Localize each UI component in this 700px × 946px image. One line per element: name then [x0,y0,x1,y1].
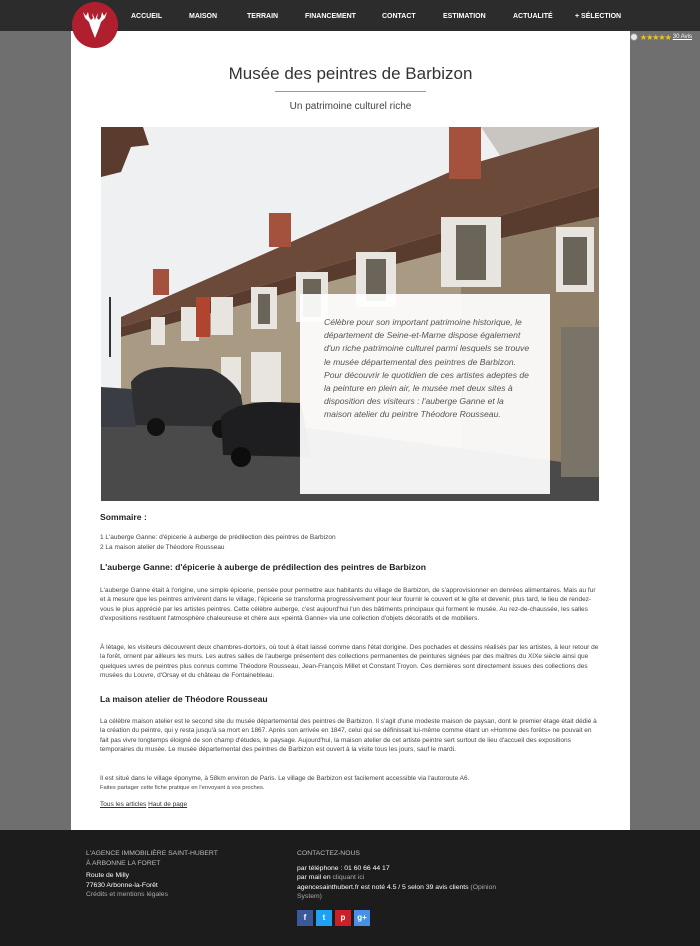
back-to-top-link[interactable]: Haut de page [148,801,188,808]
nav-actualite[interactable]: ACTUALITÉ [513,13,553,20]
footer-mail-line [297,873,507,883]
nav-selection[interactable]: + SÉLECTION [575,13,622,20]
footer-agency-subtitle: À ARBONNE LA FORET [86,859,161,867]
reviews-link[interactable]: 30 Avis [672,34,692,40]
footer-phone-line [297,864,507,874]
nav-terrain[interactable]: TERRAIN [247,13,279,20]
summary-item[interactable]: 1 L'auberge Ganne: d'épicerie à auberge de prédilection des peintres de Barbizon [100,534,336,541]
deer-head-icon [80,8,110,42]
google-plus-icon[interactable]: g+ [354,910,370,926]
footer-rating-line [297,883,507,902]
hero-image [101,127,599,501]
phone-number[interactable]: 01 60 66 44 17 [344,864,390,872]
page-title: Musée des peintres de Barbizon [228,64,473,83]
page-subtitle: Un patrimoine culturel riche [289,101,412,112]
section-heading-maison-atelier: La maison atelier de Théodore Rousseau [100,694,268,704]
phone-label: par téléphone : [297,864,345,872]
opinion-system-badge-icon [630,33,638,41]
share-note: Faites partager cette fiche pratique en l'envoyant à vos proches. [100,785,265,791]
section-paragraph: À létage, les visiteurs découvrent deux chambres-dortoirs, où tout à était laissé comme dans l'état dorigine. Des pochades et dessins réalisés par les artistes, à leur retour de la forêt, ornent par ailleurs les murs. Les autres salles de l'auberge présentent des collections permanentes de peintures signées par des maîtres du XIXe siècle ainsi que quelques uvres de peintres plus connus comme Théodore Rousseau, Jean-François Millet et Constant Troyon. Ces dernières sont directement issues des collections des musées du Louvre, d'Orsay et du château de Fontainebleau. [100,644,599,680]
nav-financement[interactable]: FINANCEMENT [305,13,356,20]
title-divider [275,91,426,92]
rating-widget [630,32,692,42]
legal-link[interactable]: Crédits et mentions légales [86,891,168,898]
nav-estimation[interactable]: ESTIMATION [443,13,486,20]
nav-maison[interactable]: MAISON [189,13,217,20]
nav-accueil[interactable]: ACCUEIL [131,13,163,20]
all-articles-link[interactable]: Tous les articles [100,801,147,808]
facebook-icon[interactable]: f [297,910,313,926]
rating-source[interactable]: (Opinion System) [297,883,497,900]
hero-caption: Célèbre pour son important patrimoine historique, le département de Seine-et-Marne dispose également d'un riche patrimoine culturel parmi lesquels se trouve le musée départemental des peintres de Barbizon. Pour découvrir le quotidien de ces artistes adeptes de la peinture en plein air, le musée met deux sites à disposition des visiteurs : l'auberge Ganne et la maison atelier du peintre Théodore Rousseau. [300,294,550,494]
social-links [297,910,370,926]
rating-stars-icon: ★★★★★ [639,32,671,42]
summary-title: Sommaire : [100,512,147,522]
article-links [100,800,600,809]
section-paragraph: L'auberge Ganne était à l'origine, une simple épicerie, pensée pour permettre aux habitants du village de Barbizon, de s'approvisionner en denrées alimentaires. Mais au fur et à mesure que les peintres arrivèrent dans le village, l'épicerie se transforma progressivement pour leur fournir le couvert et le gîte et devenir, plus tard, le lieu de rendez-vous le plus apprécié par les artistes peintres. Cette célèbre auberge, c'est aujourd'hui l'un des bâtiments principaux qui forment le musée. Au rez-de-chaussée, les salles d'expositions restituent l'atmosphère chaleureuse et chère aux «peintà Ganne» via une collection d'objets décoratifs et de mobiliers. [100,587,596,623]
article-container [71,31,630,830]
footer-agency-block [86,849,218,900]
site-footer [0,830,700,946]
section-paragraph: La célèbre maison atelier est le second site du musée départemental des peintres de Barbizon. Il s'agit d'une modeste maison de paysan, dont le premier étage était dédié à la création du peintre, qui y resta jusqu'à sa mort en 1867. Après son arrivée en 1847, celui qui se définissait lui-même comme étant un «Homme des forêts» ne pouvait en fait pas vivre longtemps éloigné de son champ d'études, le paysage. Aujourd'hui, la maison atelier de cet artiste peintre sert surtout de lieu d'accueil des expositions temporaires du musée. Le musée départemental des peintres de Barbizon est ouvert à la visite tous les jours, sauf le mardi. [100,718,597,754]
footer-contact-title: CONTACTEZ-NOUS [297,850,360,857]
pinterest-icon[interactable]: p [335,910,351,926]
section-heading-auberge-ganne: L'auberge Ganne: d'épicerie à auberge de prédilection des peintres de Barbizon [100,562,426,572]
rating-text: agencesainthubert.fr est noté 4.5 / 5 selon 39 avis clients [297,883,469,891]
footer-address-street: Route de Milly [86,872,130,879]
footer-contact-block [297,849,507,902]
footer-agency-title: L'AGENCE IMMOBILIÈRE SAINT-HUBERT [86,850,218,857]
section-paragraph: Il est situé dans le village éponyme, à 58km environ de Paris. Le village de Barbizon est facilement accessible via l'autoroute A6. [100,775,470,782]
footer-address-city: 77630 Arbonne-la-Forêt [86,881,158,889]
mail-link[interactable]: cliquant ici [332,874,365,881]
nav-contact[interactable]: CONTACT [382,13,416,20]
twitter-icon[interactable]: t [316,910,332,926]
agency-logo[interactable] [72,2,118,48]
mail-label: par mail en [297,874,333,881]
summary-item[interactable]: 2 La maison atelier de Théodore Rousseau [100,544,225,551]
